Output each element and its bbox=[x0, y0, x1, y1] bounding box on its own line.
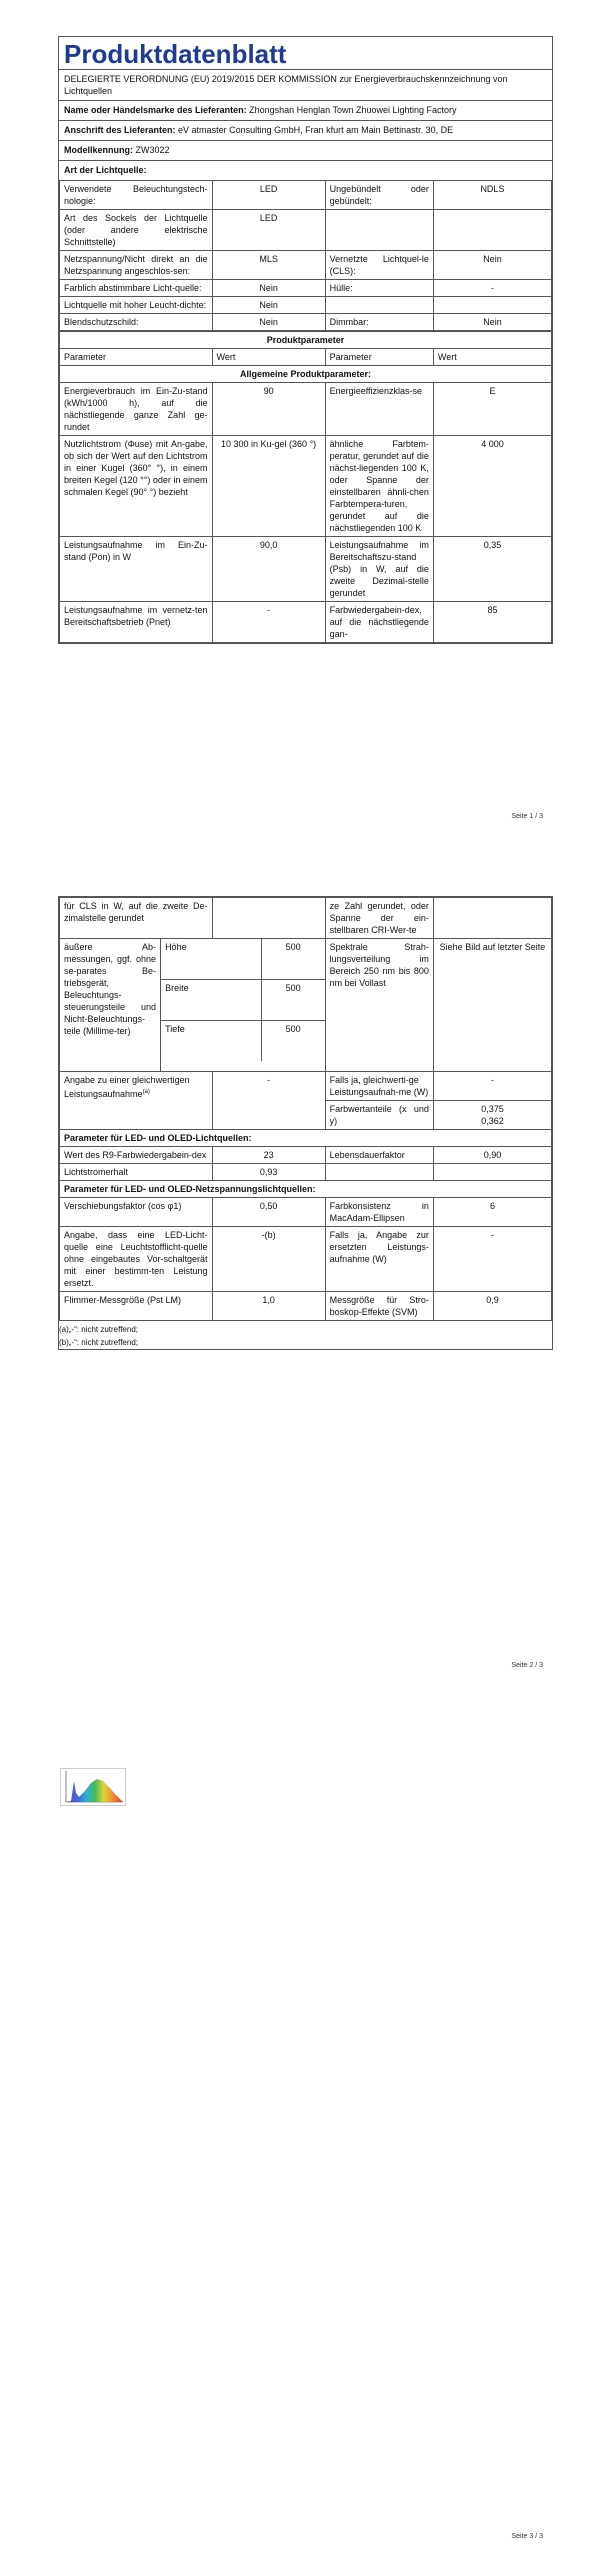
mls-value: 0,50 bbox=[212, 1198, 325, 1227]
supplier-name-label: Name oder Handelsmarke des Lieferanten: bbox=[64, 105, 247, 115]
type-label: Netzspannung/Nicht direkt an die Netzspannung angeschlos-sen: bbox=[60, 251, 213, 280]
led-value-2: 0,90 bbox=[433, 1147, 551, 1164]
type-label-2: Dimmbar: bbox=[325, 314, 433, 331]
type-label-2: Vernetzte Lichtquel-le (CLS): bbox=[325, 251, 433, 280]
general-label-2: Leistungsaufnahme im Bereitschaftszu-stand (Psb) in W, auf die zweite Dezimal-stelle gerundet bbox=[325, 537, 433, 602]
page-footer-3: Seite 3 / 3 bbox=[511, 2533, 543, 2540]
light-source-type-label: Art der Lichtquelle: bbox=[64, 165, 147, 175]
dim-depth-label: Tiefe bbox=[161, 1021, 262, 1061]
mls-value-2: 6 bbox=[433, 1198, 551, 1227]
led-label-2: Lebensdauerfaktor bbox=[325, 1147, 433, 1164]
general-label-2: Energieeffizienzklas-se bbox=[325, 383, 433, 436]
general-value: 90 bbox=[212, 383, 325, 436]
supplier-address-value: eV atmaster Consulting GmbH, Fran kfurt am Main Bettinastr. 30, DE bbox=[178, 125, 454, 135]
supplier-name-value: Zhongshan Henglan Town Zhuowei Lighting Factory bbox=[249, 105, 457, 115]
general-value-2: 0,35 bbox=[433, 537, 551, 602]
page-footer: Seite 1 / 3 bbox=[511, 813, 543, 820]
dim-width-value: 500 bbox=[261, 979, 325, 1021]
general-value-2: E bbox=[433, 383, 551, 436]
equivalent-power-w-value: - bbox=[433, 1072, 551, 1101]
general-value-2: 4 000 bbox=[433, 436, 551, 537]
type-label: Art des Sockels der Lichtquelle (oder andere elektrische Schnittstelle) bbox=[60, 210, 213, 251]
spectral-label: Spektrale Strah-lungsverteilung im Bereich 250 nm bis 800 nm bei Vollast bbox=[325, 939, 433, 1072]
type-value: LED bbox=[212, 181, 325, 210]
col-header-parameter-2: Parameter bbox=[325, 349, 433, 366]
col-header-parameter: Parameter bbox=[60, 349, 213, 366]
led-label: Wert des R9-Farbwiedergabein-dex bbox=[60, 1147, 213, 1164]
general-label: Leistungsaufnahme im Ein-Zu-stand (Pon) in W bbox=[60, 537, 213, 602]
continued-label-2: ze Zahl gerundet, oder Spanne der ein-stellbaren CRI-Wer-te bbox=[325, 898, 433, 939]
led-params-header: Parameter für LED- und OLED-Lichtquellen: bbox=[60, 1130, 552, 1147]
mls-value: 1,0 bbox=[212, 1292, 325, 1321]
dim-height-value: 500 bbox=[261, 939, 325, 979]
col-header-value: Wert bbox=[212, 349, 325, 366]
mls-label-2: Falls ja, Angabe zur ersetzten Leistungs-aufnahme (W) bbox=[325, 1227, 433, 1292]
type-value-2: NDLS bbox=[433, 181, 551, 210]
mls-value-2: - bbox=[433, 1227, 551, 1292]
general-label-2: Farbwiedergabein-dex, auf die nächstliegende gan- bbox=[325, 602, 433, 643]
equivalent-power-label: Angabe zu einer gleichwertigen Leistungsaufnahme$^{(a)}$ bbox=[60, 1072, 213, 1130]
chromaticity-y: 0,362 bbox=[481, 1116, 504, 1126]
general-value: 90,0 bbox=[212, 537, 325, 602]
led-value: 23 bbox=[212, 1147, 325, 1164]
general-label-2: ähnliche Farbtem-peratur, gerundet auf die nächst-liegenden 100 K, oder Spanne der einstellbaren ähnli-chen Farbtempera-turen, gerundet auf die nächstliegenden 100 K bbox=[325, 436, 433, 537]
mls-label-2: Farbkonsistenz in MacAdam-Ellipsen bbox=[325, 1198, 433, 1227]
mls-label: Angabe, dass eine LED-Licht-quelle eine Leuchtstofflicht-quelle ohne eingebautes Vor-schaltgerät mit einer bestimm-ten Leistung ersetzt. bbox=[60, 1227, 213, 1292]
type-label-2: Ungebündelt oder gebündelt: bbox=[325, 181, 433, 210]
chromaticity-x: 0,375 bbox=[481, 1104, 504, 1114]
regulation-subtitle: DELEGIERTE VERORDNUNG (EU) 2019/2015 DER KOMMISSION zur Energieverbrauchskennzeichnung von Lichtquellen bbox=[59, 70, 552, 101]
spectrum-graphic bbox=[61, 1769, 125, 1805]
general-value: 10 300 in Ku-gel (360 °) bbox=[212, 436, 325, 537]
col-header-value-2: Wert bbox=[433, 349, 551, 366]
type-label-2: Hülle: bbox=[325, 280, 433, 297]
continued-label: für CLS in W, auf die zweite De-zimalstelle gerundet bbox=[60, 898, 213, 939]
mls-label: Verschiebungsfaktor (cos φ1) bbox=[60, 1198, 213, 1227]
page-title: Produktdatenblatt bbox=[59, 37, 552, 70]
supplier-address-label: Anschrift des Lieferanten: bbox=[64, 125, 176, 135]
type-label: Verwendete Beleuchtungstech-nologie: bbox=[60, 181, 213, 210]
type-value: Nein bbox=[212, 280, 325, 297]
dimensions-label: äußere Ab-messungen, ggf. ohne se-parates Be-triebsgerät, Beleuchtungs-steuerungsteile und Nicht-Beleuchtungs-teile (Millime-ter) bbox=[60, 939, 161, 1071]
spectral-distribution-image bbox=[60, 1768, 126, 1806]
type-value: MLS bbox=[212, 251, 325, 280]
page-footer-2: Seite 2 / 3 bbox=[511, 1662, 543, 1669]
dim-height-label: Höhe bbox=[161, 939, 262, 979]
model-value: ZW3022 bbox=[135, 145, 170, 155]
general-label: Energieverbrauch im Ein-Zu-stand (kWh/1000 h), auf die nächstliegende ganze Zahl ge-rundet bbox=[60, 383, 213, 436]
led-value: 0,93 bbox=[212, 1164, 325, 1181]
type-label: Lichtquelle mit hoher Leucht-dichte: bbox=[60, 297, 213, 314]
type-value: Nein bbox=[212, 297, 325, 314]
mls-label: Flimmer-Messgröße (Pst LM) bbox=[60, 1292, 213, 1321]
dim-width-label: Breite bbox=[161, 979, 262, 1021]
footnote-a: (a)„-“: nicht zutreffend; bbox=[59, 1325, 138, 1334]
general-value: - bbox=[212, 602, 325, 643]
product-params-header: Produktparameter bbox=[60, 332, 552, 349]
spectral-value: Siehe Bild auf letzter Seite bbox=[433, 939, 551, 1072]
equivalent-power-w-label: Falls ja, gleichwerti-ge Leistungsaufnah-me (W) bbox=[325, 1072, 433, 1101]
type-value-2: Nein bbox=[433, 314, 551, 331]
led-label: Lichtstromerhalt bbox=[60, 1164, 213, 1181]
chromaticity-label: Farbwertanteile (x und y) bbox=[325, 1101, 433, 1130]
mls-value: -(b) bbox=[212, 1227, 325, 1292]
general-label: Nutzlichtstrom (Φuse) mit An-gabe, ob sich der Wert auf den Lichtstrom in einer Kugel (360° °), in einem breiten Kegel (120 °°) oder in einem schmalen Kegel (90° °) bezieht bbox=[60, 436, 213, 537]
type-value: LED bbox=[212, 210, 325, 251]
mls-label-2: Messgröße für Stro-boskop-Effekte (SVM) bbox=[325, 1292, 433, 1321]
mls-value-2: 0,9 bbox=[433, 1292, 551, 1321]
type-label: Blendschutzschild: bbox=[60, 314, 213, 331]
dim-depth-value: 500 bbox=[261, 1021, 325, 1061]
equivalent-power-value: - bbox=[212, 1072, 325, 1130]
model-label: Modellkennung: bbox=[64, 145, 133, 155]
general-params-header: Allgemeine Produktparameter: bbox=[60, 366, 552, 383]
type-value-2: - bbox=[433, 280, 551, 297]
type-value-2: Nein bbox=[433, 251, 551, 280]
footnote-b: (b)„-“: nicht zutreffend; bbox=[59, 1338, 138, 1347]
general-value-2: 85 bbox=[433, 602, 551, 643]
general-label: Leistungsaufnahme im vernetz-ten Bereitschaftsbetrieb (Pnet) bbox=[60, 602, 213, 643]
mls-params-header: Parameter für LED- und OLED-Netzspannungslichtquellen: bbox=[60, 1181, 552, 1198]
type-label: Farblich abstimmbare Licht-quelle: bbox=[60, 280, 213, 297]
type-value: Nein bbox=[212, 314, 325, 331]
